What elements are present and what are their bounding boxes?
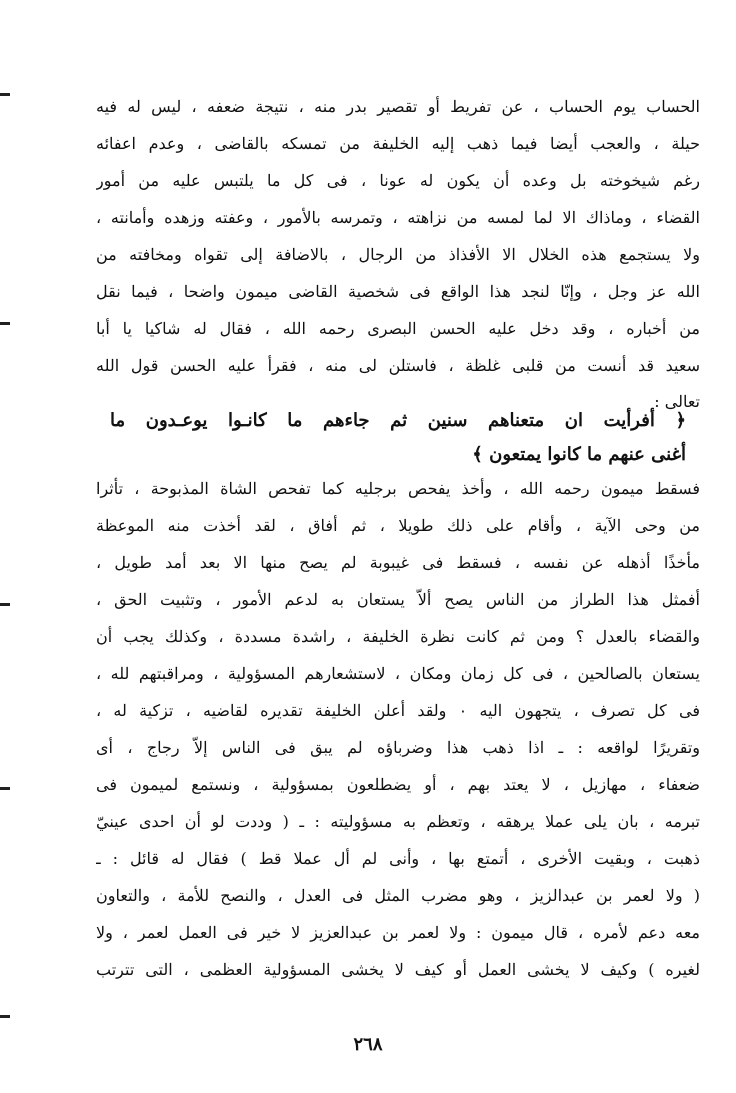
paragraph-1	[96, 88, 700, 384]
margin-mark	[0, 322, 10, 325]
quran-verse	[110, 404, 686, 472]
text-line: مأخذًا أذهله عن نفسه ، فسقط فى غيبوبة لم يصح منها الا بعد أمد طويل ،	[96, 553, 700, 572]
text-line: القضاء ، وماذاك الا لما لمسه من نزاهته ، وتمرسه بالأمور ، وعفته وزهده وأمانته ،	[96, 208, 700, 227]
text-line: ضعفاء ، مهازيل ، لا يعتد بهم ، أو يضطلعون بمسؤولية ، ونستمع لميمون فى	[96, 775, 700, 794]
text-line: وتقريرًا لواقعه : ـ اذا ذهب هذا وضرباؤه لم يبق فى الناس إلاّ رجاج ، أى	[96, 738, 700, 757]
text-line: أفمثل هذا الطراز من الناس يصح ألاّ يستعان به لدعم الأمور ، وتثبيت الحق ،	[96, 590, 700, 609]
text-line: من وحى الآية ، وأقام على ذلك طويلا ، ثم أفاق ، لقد أخذت منه الموعظة	[96, 516, 700, 535]
margin-mark	[0, 1015, 10, 1018]
text-line: الحساب يوم الحساب ، عن تفريط أو تقصير بدر منه ، نتيجة ضعفه ، ليس له فيه	[96, 97, 700, 116]
text-line: من أخباره ، وقد دخل عليه الحسن البصرى رحمه الله ، فقال له شاكيا يا أبا	[96, 319, 700, 338]
text-line: فسقط ميمون رحمه الله ، وأخذ يفحص برجليه كما تفحص الشاة المذبوحة ، تأثرا	[96, 479, 700, 498]
text-line: فى كل تصرف ، يتجهون اليه ٠ ولقد أعلن الخليفة تقديره لقاضيه ، تزكية له ،	[96, 701, 700, 720]
text-line: سعيد قد أنست من قلبى غلظة ، فاستلن لى منه ، فقرأ عليه الحسن قول الله	[96, 356, 700, 375]
text-line: الله عز وجل ، وإنّا لنجد هذا الواقع فى شخصية القاضى ميمون واضحا ، فيما نقل	[96, 282, 700, 301]
verse-line: أغنى عنهم ما كانوا يمتعون ﴾	[472, 444, 686, 465]
text-line: حيلة ، والعجب أيضا فيما ذهب إليه الخليفة من تمسكه بالقاضى ، وعدم اعفائه	[96, 134, 700, 153]
margin-mark	[0, 93, 10, 96]
text-line: لغيره ) وكيف لا يخشى العمل أو كيف لا يخشى المسؤولية العظمى ، التى تترتب	[96, 960, 700, 979]
paragraph-2	[96, 470, 700, 988]
text-line: ذهبت ، وبقيت الأخرى ، أتمتع بها ، وأنى لم أل عملا قط ) فقال له قائل : ـ	[96, 849, 700, 868]
text-line: يستعان بالصالحين ، فى كل زمان ومكان ، لاستشعارهم المسؤولية ، ومراقبتهم لله ،	[96, 664, 700, 683]
text-line: ( ولا لعمر بن عبدالزيز ، وهو مضرب المثل فى العدل ، والنصح للأمة ، والتعاون	[96, 886, 700, 905]
text-line: تبرمه ، بان يلى عملا يرهقه ، وتعظم به مسؤوليته : ـ ( وددت لو أن احدى عينيّ	[96, 812, 700, 831]
margin-mark	[0, 787, 10, 790]
text-line: معه دعم لأمره ، قال ميمون : ولا لعمر بن عبدالعزيز لا خير فى العمل لعمر ، ولا	[96, 923, 700, 942]
verse-intro: تعالى :	[654, 392, 700, 411]
page-number: ٢٦٨	[353, 1034, 383, 1055]
text-line: والقضاء بالعدل ؟ ومن ثم كانت نظرة الخليفة ، راشدة مسددة ، وكذلك يجب أن	[96, 627, 700, 646]
margin-mark	[0, 603, 10, 606]
text-line: رغم شيخوخته بل وعده أن يكون له عونا ، فى كل ما يلتبس عليه من أمور	[96, 171, 700, 190]
verse-line: ﴿ أفرأيت ان متعناهم سنين ثم جاءهم ما كانـوا يوعـدون ما	[110, 410, 686, 431]
text-line: ولا يستجمع هذه الخلال الا الأفذاذ من الرجال ، بالاضافة إلى تقواه ومخافته من	[96, 245, 700, 264]
